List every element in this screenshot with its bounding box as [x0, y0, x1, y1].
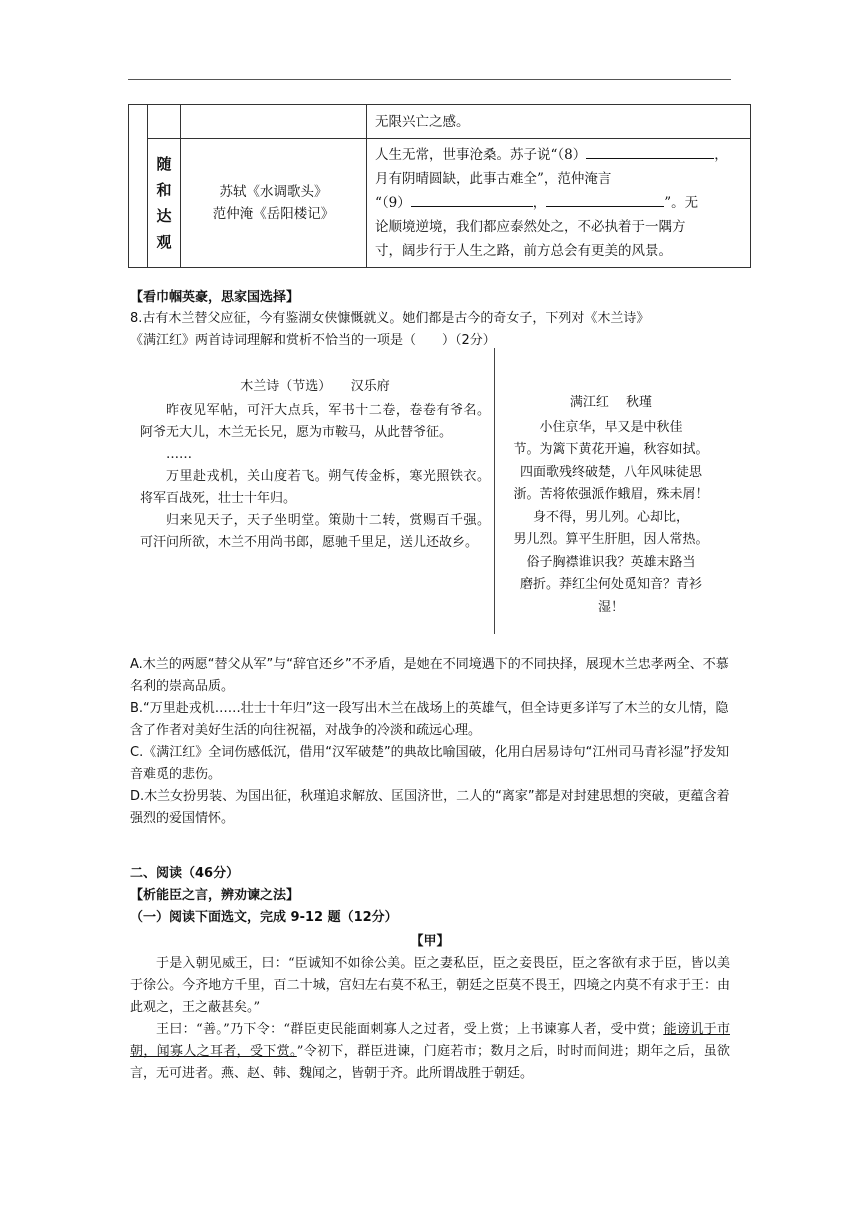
underlined-sentence: 能谤讥于市朝，闻寡人之耳者，受下赏。 [130, 1022, 730, 1059]
desc-text: ， [714, 147, 728, 163]
poem-paragraph: 昨夜见军帖，可汗大点兵，军书十二卷，卷卷有爷名。阿爷无大儿，木兰无长兄，愿为市鞍马，从此替爷征。 [140, 403, 490, 440]
section-title: 【析能臣之言，辨劝谏之法】 [130, 888, 300, 903]
poem-title: 满江红 秋瑾 [569, 395, 653, 410]
fill-blank-9b[interactable] [546, 192, 664, 207]
part-title: 二、阅读（46分） [130, 866, 240, 881]
theme-table [128, 104, 751, 268]
question-text: 8.古有木兰替父应征，今有鉴湖女侠慷慨就义。她们都是古今的奇女子，下列对《木兰诗》 [130, 311, 650, 326]
table-row [129, 105, 751, 139]
category-char: 随 [156, 155, 172, 173]
table-row [129, 139, 751, 268]
fill-blank-8[interactable] [586, 144, 714, 159]
poem-line: 节。为篱下黄花开遍，秋容如拭。 [513, 442, 709, 457]
desc-text: 月有阴晴圆缺，此事古难全”，范仲淹言 [375, 171, 612, 187]
table-cell [148, 105, 181, 139]
poem-line: 浙。苦将侬强派作蛾眉，殊未屑！ [513, 487, 709, 502]
passage-text: ”令初下，群臣进谏，门庭若市；数月之后，时时而间进；期年之后，虽欲言，无可进者。燕、赵、韩、魏闻之，皆朝于齐。此所谓战胜于朝廷。 [130, 1044, 730, 1081]
desc-text: ， [532, 195, 547, 211]
passage-text: 王曰：“善。”乃下令：“群臣吏民能面刺寡人之过者，受上赏；上书谏寡人者，受中赏； [156, 1022, 664, 1037]
desc-text: “（9） [375, 195, 411, 211]
poem-title: 木兰诗（节选） 汉乐府 [240, 379, 390, 394]
work-title: 苏轼《水调歌头》 [219, 184, 328, 200]
desc-text: 论顺境逆境，我们都应泰然处之，不必执着于一隅方 [375, 219, 686, 235]
desc-text: 寸，阔步行于人生之路，前方总会有更美的风景。 [375, 243, 672, 259]
poem-paragraph: 归来见天子，天子坐明堂。策勋十二转，赏赐百千强。可汗问所欲，木兰不用尚书郎，愿驰千里足，送儿还故乡。 [140, 513, 490, 550]
table-cell [181, 105, 367, 139]
poem-manjianghong [502, 392, 720, 619]
answer-options [130, 654, 730, 830]
table-cell-text: 无限兴亡之感。 [367, 105, 751, 139]
description-cell [367, 139, 751, 268]
poem-line: 身不得，男儿列。心却比， [532, 509, 689, 525]
poem-mulan [140, 376, 490, 554]
poem-divider [494, 348, 495, 634]
poem-line: 俗子胸襟谁识我？英雄末路当 [526, 554, 696, 570]
section-title: 【看巾帼英豪，思家国选择】 [130, 290, 300, 305]
poem-paragraph: …… [166, 447, 192, 462]
option-d[interactable]: D.木兰女扮男装、为国出征，秋瑾追求解放、匡国济世，二人的“离家”都是对封建思想的突破，更蕴含着强烈的爱国情怀。 [130, 789, 730, 826]
header-rule [128, 79, 731, 80]
passage-paragraph [130, 1019, 730, 1085]
work-title: 范仲淹《岳阳楼记》 [212, 206, 335, 222]
option-a[interactable]: A.木兰的两愿“替父从军”与“辞官还乡”不矛盾，是她在不同境遇下的不同抉择，展现木兰忠孝两全、不慕名利的崇高品质。 [130, 657, 729, 694]
option-c[interactable]: C.《满江红》全词伤感低沉，借用“汉军破楚”的典故比喻国破，化用白居易诗句“江州司马青衫湿”抒发知音难觅的悲伤。 [130, 745, 730, 782]
category-char: 达 [156, 207, 172, 225]
desc-text: ”。无 [664, 195, 699, 211]
poem-line: 磨折。莽红尘何处觅知音？青衫 [519, 577, 702, 592]
question-text: 《满江红》两首诗词理解和赏析不恰当的一项是（ ）（2分） [130, 333, 496, 348]
fill-blank-9a[interactable] [411, 192, 533, 207]
table-margin-cell [129, 105, 148, 268]
category-char: 观 [156, 233, 172, 251]
passage-paragraph: 于是入朝见威王，曰：“臣诚知不如徐公美。臣之妻私臣，臣之妾畏臣，臣之客欲有求于臣，皆以美于徐公。今齐地方千里，百二十城，宫妇左右莫不私王，朝廷之臣莫不畏王，四境之内莫不有求于王：由此观之，王之蔽甚矣。” [130, 956, 730, 1015]
desc-text: 人生无常，世事沧桑。苏子说“（8） [375, 147, 587, 163]
works-cell [181, 139, 367, 268]
poem-line: 湿！ [597, 599, 624, 615]
category-cell [148, 139, 181, 268]
question-8 [130, 308, 730, 352]
poem-line: 四面歌残终破楚，八年风味徒思 [519, 464, 702, 480]
passage-jia [130, 931, 730, 1085]
poem-paragraph: 万里赴戎机，关山度若飞。朔气传金柝，寒光照铁衣。将军百战死，壮士十年归。 [140, 469, 490, 506]
option-b[interactable]: B.“万里赴戎机……壮士十年归”这一段写出木兰在战场上的英雄气，但全诗更多详写了木兰的女儿情，隐含了作者对美好生活的向往祝福，对战争的冷淡和疏远心理。 [130, 701, 729, 738]
subsection-title: （一）阅读下面选文，完成 9-12 题（12分） [130, 910, 398, 925]
passage-heading: 【甲】 [410, 934, 450, 949]
poem-line: 小住京华，早又是中秋佳 [539, 419, 683, 435]
poem-line: 男儿烈。算平生肝胆，因人常热。 [513, 532, 709, 547]
category-char: 和 [156, 181, 172, 199]
